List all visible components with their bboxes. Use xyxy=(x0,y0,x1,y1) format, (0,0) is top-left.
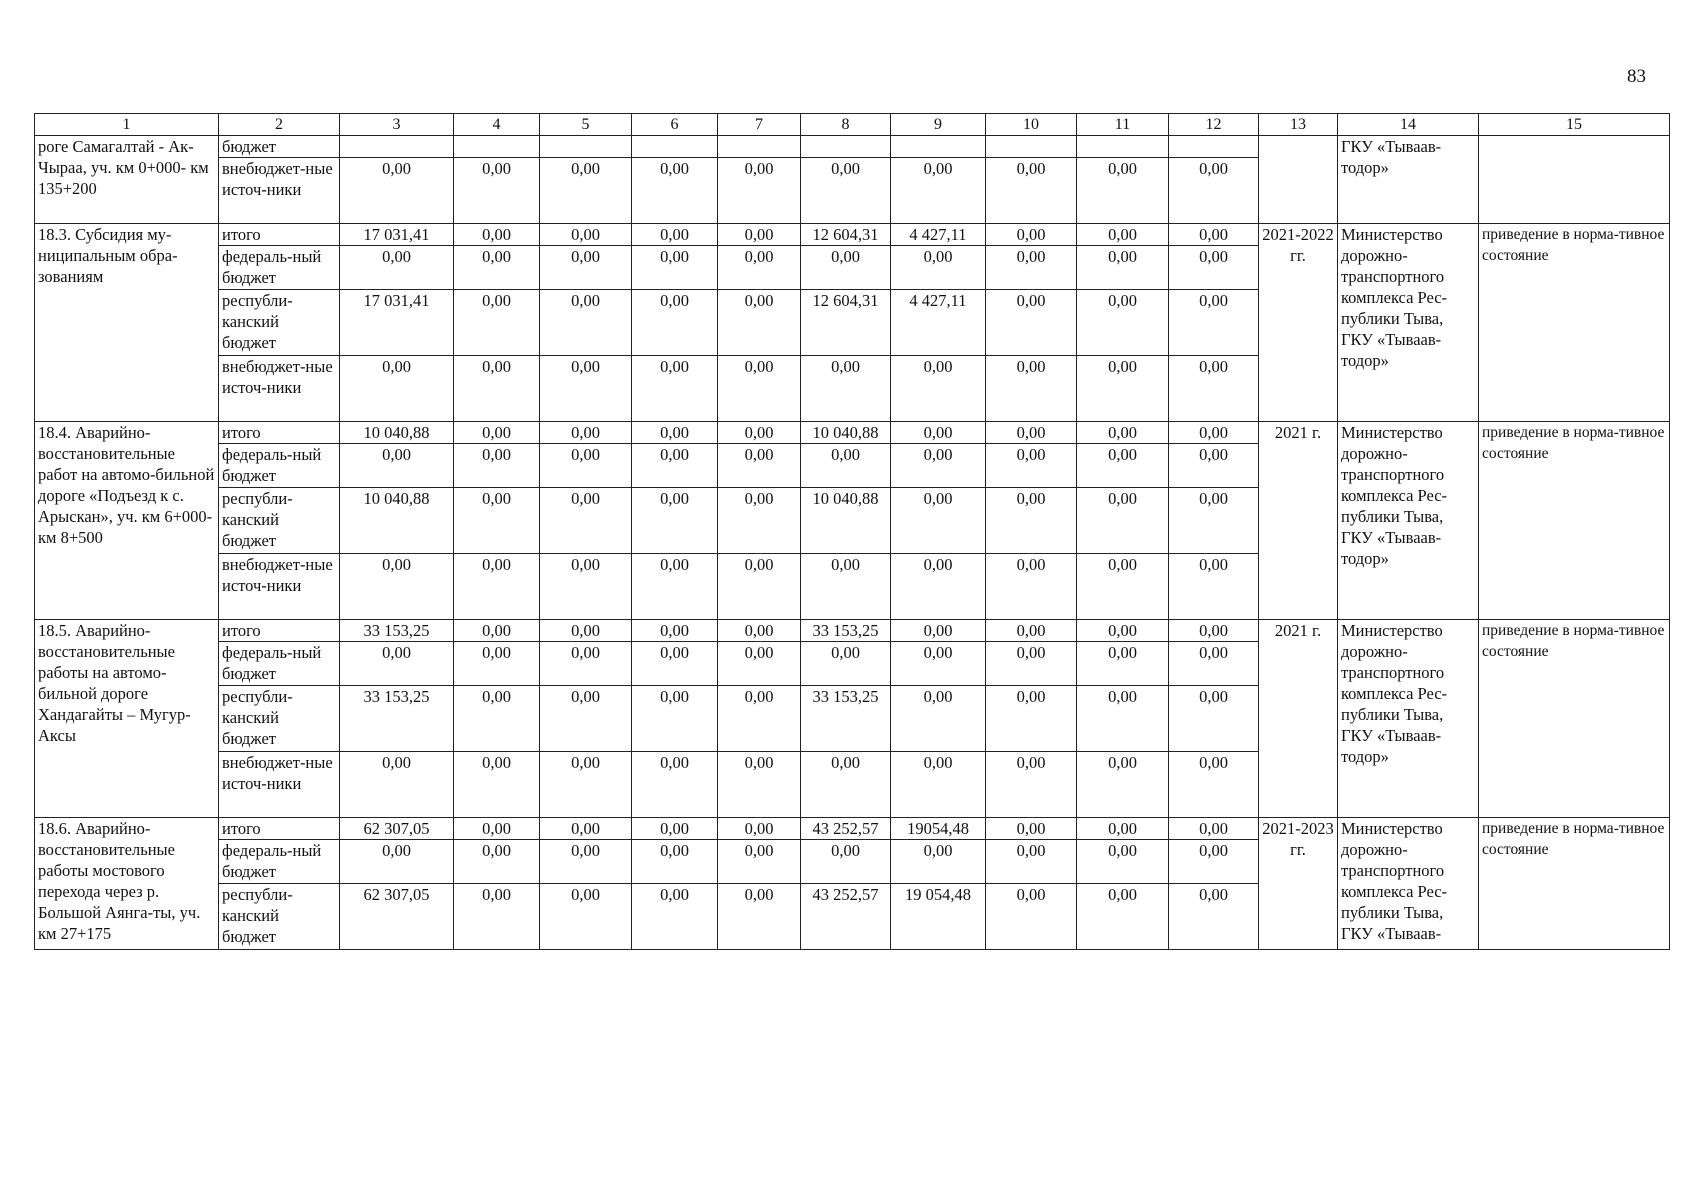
executor: Министерство дорожно-транспортного комплекса Рес-публики Тыва, ГКУ «Тываав-тодор» xyxy=(1338,422,1479,620)
amount-cell: 0,00 xyxy=(1077,422,1169,444)
amount-cell: 0,00 xyxy=(632,224,718,246)
amount-cell xyxy=(1169,136,1259,158)
amount-cell: 0,00 xyxy=(1077,158,1169,224)
funding-source: итого xyxy=(219,422,340,444)
amount-cell: 0,00 xyxy=(718,224,801,246)
amount-cell: 0,00 xyxy=(1169,356,1259,422)
amount-cell xyxy=(1077,136,1169,158)
amount-cell: 0,00 xyxy=(891,840,986,884)
amount-cell: 0,00 xyxy=(540,884,632,950)
table-row xyxy=(35,224,1670,246)
amount-cell: 43 252,57 xyxy=(801,818,891,840)
amount-cell: 0,00 xyxy=(340,554,454,620)
column-header: 7 xyxy=(718,114,801,136)
amount-cell: 0,00 xyxy=(340,840,454,884)
amount-cell: 0,00 xyxy=(986,642,1077,686)
amount-cell: 12 604,31 xyxy=(801,224,891,246)
column-header: 15 xyxy=(1479,114,1670,136)
table-row xyxy=(35,818,1670,840)
amount-cell xyxy=(632,136,718,158)
amount-cell: 0,00 xyxy=(1169,488,1259,554)
amount-cell: 0,00 xyxy=(632,444,718,488)
amount-cell: 0,00 xyxy=(454,686,540,752)
amount-cell: 10 040,88 xyxy=(340,422,454,444)
amount-cell: 0,00 xyxy=(1077,246,1169,290)
column-header: 9 xyxy=(891,114,986,136)
amount-cell: 0,00 xyxy=(454,290,540,356)
amount-cell: 0,00 xyxy=(718,444,801,488)
column-header: 10 xyxy=(986,114,1077,136)
amount-cell: 0,00 xyxy=(1077,488,1169,554)
amount-cell: 0,00 xyxy=(454,752,540,818)
amount-cell: 0,00 xyxy=(986,752,1077,818)
amount-cell: 0,00 xyxy=(1077,356,1169,422)
amount-cell: 0,00 xyxy=(801,840,891,884)
amount-cell: 0,00 xyxy=(340,642,454,686)
amount-cell: 0,00 xyxy=(454,818,540,840)
amount-cell: 0,00 xyxy=(718,752,801,818)
amount-cell: 0,00 xyxy=(1169,620,1259,642)
column-header: 12 xyxy=(1169,114,1259,136)
amount-cell: 12 604,31 xyxy=(801,290,891,356)
amount-cell: 0,00 xyxy=(540,158,632,224)
amount-cell: 0,00 xyxy=(1169,554,1259,620)
amount-cell: 0,00 xyxy=(540,620,632,642)
expected-result xyxy=(1479,136,1670,224)
amount-cell: 10 040,88 xyxy=(801,422,891,444)
amount-cell: 0,00 xyxy=(1077,444,1169,488)
amount-cell: 0,00 xyxy=(454,840,540,884)
amount-cell: 0,00 xyxy=(891,488,986,554)
amount-cell: 0,00 xyxy=(1077,642,1169,686)
amount-cell: 62 307,05 xyxy=(340,818,454,840)
amount-cell: 0,00 xyxy=(632,642,718,686)
amount-cell: 0,00 xyxy=(1169,422,1259,444)
amount-cell: 0,00 xyxy=(1169,444,1259,488)
activity-name: роге Самагалтай - Ак-Чыраа, уч. км 0+000- км 135+200 xyxy=(35,136,219,224)
column-header: 1 xyxy=(35,114,219,136)
period: 2021 г. xyxy=(1259,620,1338,818)
amount-cell: 0,00 xyxy=(986,158,1077,224)
amount-cell: 0,00 xyxy=(718,818,801,840)
executor: Министерство дорожно-транспортного комплекса Рес-публики Тыва, ГКУ «Тываав- xyxy=(1338,818,1479,950)
amount-cell: 0,00 xyxy=(718,642,801,686)
expected-result: приведение в норма-тивное состояние xyxy=(1479,620,1670,818)
amount-cell: 0,00 xyxy=(986,620,1077,642)
funding-source: итого xyxy=(219,818,340,840)
amount-cell: 0,00 xyxy=(540,224,632,246)
amount-cell: 0,00 xyxy=(986,686,1077,752)
amount-cell: 0,00 xyxy=(1077,884,1169,950)
amount-cell: 0,00 xyxy=(986,554,1077,620)
amount-cell: 0,00 xyxy=(891,356,986,422)
amount-cell: 0,00 xyxy=(1077,752,1169,818)
amount-cell: 0,00 xyxy=(340,158,454,224)
amount-cell: 0,00 xyxy=(454,158,540,224)
funding-source: внебюджет-ные источ-ники xyxy=(219,158,340,224)
amount-cell: 33 153,25 xyxy=(340,620,454,642)
amount-cell: 0,00 xyxy=(718,290,801,356)
table-row xyxy=(35,620,1670,642)
amount-cell xyxy=(340,136,454,158)
period xyxy=(1259,136,1338,224)
amount-cell: 0,00 xyxy=(1169,246,1259,290)
amount-cell: 10 040,88 xyxy=(340,488,454,554)
amount-cell: 0,00 xyxy=(632,686,718,752)
amount-cell: 0,00 xyxy=(1077,224,1169,246)
amount-cell: 0,00 xyxy=(718,840,801,884)
amount-cell: 33 153,25 xyxy=(801,686,891,752)
funding-source: федераль-ный бюджет xyxy=(219,642,340,686)
amount-cell: 0,00 xyxy=(454,246,540,290)
column-header: 8 xyxy=(801,114,891,136)
amount-cell: 0,00 xyxy=(1077,554,1169,620)
activity-name: 18.3. Субсидия му-ниципальным обра-зованиям xyxy=(35,224,219,422)
amount-cell: 0,00 xyxy=(540,554,632,620)
amount-cell: 0,00 xyxy=(1077,686,1169,752)
amount-cell: 0,00 xyxy=(986,884,1077,950)
column-header: 6 xyxy=(632,114,718,136)
amount-cell: 0,00 xyxy=(1077,290,1169,356)
funding-source: республи-канский бюджет xyxy=(219,488,340,554)
amount-cell: 0,00 xyxy=(454,642,540,686)
amount-cell: 0,00 xyxy=(632,246,718,290)
amount-cell xyxy=(454,136,540,158)
amount-cell: 0,00 xyxy=(718,884,801,950)
amount-cell: 0,00 xyxy=(986,444,1077,488)
amount-cell: 33 153,25 xyxy=(801,620,891,642)
amount-cell: 0,00 xyxy=(718,488,801,554)
amount-cell: 0,00 xyxy=(891,620,986,642)
amount-cell: 0,00 xyxy=(1077,840,1169,884)
amount-cell xyxy=(540,136,632,158)
amount-cell: 0,00 xyxy=(632,752,718,818)
amount-cell: 0,00 xyxy=(454,444,540,488)
amount-cell: 0,00 xyxy=(632,422,718,444)
amount-cell: 0,00 xyxy=(540,422,632,444)
amount-cell: 0,00 xyxy=(891,642,986,686)
amount-cell: 4 427,11 xyxy=(891,290,986,356)
amount-cell: 0,00 xyxy=(632,488,718,554)
period: 2021-2023 гг. xyxy=(1259,818,1338,950)
amount-cell: 0,00 xyxy=(801,158,891,224)
activity-name: 18.5. Аварийно-восстановительные работы на автомо-бильной дороге Хандагайты – Мугур-Аксы xyxy=(35,620,219,818)
amount-cell: 0,00 xyxy=(1169,224,1259,246)
column-header: 4 xyxy=(454,114,540,136)
expected-result: приведение в норма-тивное состояние xyxy=(1479,224,1670,422)
funding-source: республи-канский бюджет xyxy=(219,290,340,356)
amount-cell: 62 307,05 xyxy=(340,884,454,950)
activity-name: 18.6. Аварийно-восстановительные работы мостового перехода через р. Большой Аянга-ты, уч. км 27+175 xyxy=(35,818,219,950)
amount-cell: 0,00 xyxy=(801,752,891,818)
funding-source: бюджет xyxy=(219,136,340,158)
funding-source: республи-канский бюджет xyxy=(219,686,340,752)
amount-cell: 0,00 xyxy=(1169,818,1259,840)
header-row xyxy=(35,114,1670,136)
amount-cell: 0,00 xyxy=(340,356,454,422)
column-header: 5 xyxy=(540,114,632,136)
amount-cell: 33 153,25 xyxy=(340,686,454,752)
amount-cell: 19054,48 xyxy=(891,818,986,840)
amount-cell: 0,00 xyxy=(540,290,632,356)
amount-cell: 0,00 xyxy=(986,290,1077,356)
table-row xyxy=(35,136,1670,158)
amount-cell: 0,00 xyxy=(454,224,540,246)
funding-source: внебюджет-ные источ-ники xyxy=(219,752,340,818)
amount-cell: 4 427,11 xyxy=(891,224,986,246)
amount-cell: 0,00 xyxy=(632,554,718,620)
funding-source: внебюджет-ные источ-ники xyxy=(219,554,340,620)
amount-cell xyxy=(718,136,801,158)
amount-cell: 0,00 xyxy=(632,818,718,840)
amount-cell: 0,00 xyxy=(718,554,801,620)
expected-result: приведение в норма-тивное состояние xyxy=(1479,422,1670,620)
column-header: 13 xyxy=(1259,114,1338,136)
amount-cell: 0,00 xyxy=(340,752,454,818)
amount-cell: 43 252,57 xyxy=(801,884,891,950)
executor: ГКУ «Тываав-тодор» xyxy=(1338,136,1479,224)
amount-cell: 0,00 xyxy=(1169,752,1259,818)
amount-cell: 0,00 xyxy=(891,158,986,224)
amount-cell: 0,00 xyxy=(454,884,540,950)
amount-cell: 0,00 xyxy=(801,356,891,422)
amount-cell: 0,00 xyxy=(540,246,632,290)
amount-cell: 0,00 xyxy=(632,356,718,422)
funding-source: итого xyxy=(219,620,340,642)
executor: Министерство дорожно-транспортного комплекса Рес-публики Тыва, ГКУ «Тываав-тодор» xyxy=(1338,620,1479,818)
amount-cell: 0,00 xyxy=(632,884,718,950)
page-number: 83 xyxy=(1627,66,1646,87)
column-header: 11 xyxy=(1077,114,1169,136)
table-row xyxy=(35,422,1670,444)
budget-table xyxy=(34,113,1670,950)
amount-cell: 0,00 xyxy=(718,686,801,752)
amount-cell: 0,00 xyxy=(454,422,540,444)
amount-cell: 0,00 xyxy=(891,752,986,818)
amount-cell: 0,00 xyxy=(891,686,986,752)
amount-cell xyxy=(801,136,891,158)
funding-source: республи-канский бюджет xyxy=(219,884,340,950)
amount-cell: 0,00 xyxy=(891,554,986,620)
amount-cell: 0,00 xyxy=(986,224,1077,246)
column-header: 14 xyxy=(1338,114,1479,136)
amount-cell: 0,00 xyxy=(891,246,986,290)
table-body xyxy=(35,114,1670,950)
amount-cell: 0,00 xyxy=(986,488,1077,554)
amount-cell: 0,00 xyxy=(801,642,891,686)
amount-cell: 0,00 xyxy=(986,840,1077,884)
amount-cell: 0,00 xyxy=(1077,620,1169,642)
amount-cell xyxy=(986,136,1077,158)
amount-cell: 0,00 xyxy=(986,246,1077,290)
amount-cell xyxy=(891,136,986,158)
amount-cell: 17 031,41 xyxy=(340,224,454,246)
amount-cell: 0,00 xyxy=(632,620,718,642)
amount-cell: 0,00 xyxy=(718,620,801,642)
amount-cell: 0,00 xyxy=(1169,158,1259,224)
period: 2021 г. xyxy=(1259,422,1338,620)
amount-cell: 0,00 xyxy=(540,752,632,818)
amount-cell: 0,00 xyxy=(986,356,1077,422)
amount-cell: 10 040,88 xyxy=(801,488,891,554)
executor: Министерство дорожно-транспортного комплекса Рес-публики Тыва, ГКУ «Тываав-тодор» xyxy=(1338,224,1479,422)
activity-name: 18.4. Аварийно-восстановительные работ на автомо-бильной дороге «Подъезд к с. Арыскан», уч. км 6+000-км 8+500 xyxy=(35,422,219,620)
amount-cell: 0,00 xyxy=(540,356,632,422)
amount-cell: 0,00 xyxy=(632,840,718,884)
amount-cell: 0,00 xyxy=(1169,884,1259,950)
amount-cell: 0,00 xyxy=(718,246,801,290)
amount-cell: 19 054,48 xyxy=(891,884,986,950)
amount-cell: 0,00 xyxy=(454,554,540,620)
amount-cell: 0,00 xyxy=(632,290,718,356)
amount-cell: 0,00 xyxy=(718,422,801,444)
amount-cell: 0,00 xyxy=(801,554,891,620)
amount-cell: 0,00 xyxy=(632,158,718,224)
funding-source: федераль-ный бюджет xyxy=(219,246,340,290)
funding-source: итого xyxy=(219,224,340,246)
funding-source: федераль-ный бюджет xyxy=(219,444,340,488)
amount-cell: 0,00 xyxy=(540,840,632,884)
amount-cell: 0,00 xyxy=(454,620,540,642)
amount-cell: 0,00 xyxy=(718,356,801,422)
amount-cell: 0,00 xyxy=(540,818,632,840)
amount-cell: 0,00 xyxy=(801,444,891,488)
amount-cell: 0,00 xyxy=(454,488,540,554)
amount-cell: 0,00 xyxy=(540,686,632,752)
column-header: 2 xyxy=(219,114,340,136)
amount-cell: 0,00 xyxy=(1169,642,1259,686)
amount-cell: 0,00 xyxy=(340,246,454,290)
amount-cell: 0,00 xyxy=(540,488,632,554)
column-header: 3 xyxy=(340,114,454,136)
amount-cell: 0,00 xyxy=(801,246,891,290)
funding-source: федераль-ный бюджет xyxy=(219,840,340,884)
amount-cell: 0,00 xyxy=(986,422,1077,444)
amount-cell: 0,00 xyxy=(540,642,632,686)
amount-cell: 0,00 xyxy=(718,158,801,224)
amount-cell: 0,00 xyxy=(986,818,1077,840)
amount-cell: 0,00 xyxy=(1169,290,1259,356)
amount-cell: 0,00 xyxy=(540,444,632,488)
funding-source: внебюджет-ные источ-ники xyxy=(219,356,340,422)
amount-cell: 0,00 xyxy=(891,422,986,444)
amount-cell: 0,00 xyxy=(1169,840,1259,884)
amount-cell: 0,00 xyxy=(454,356,540,422)
expected-result: приведение в норма-тивное состояние xyxy=(1479,818,1670,950)
amount-cell: 0,00 xyxy=(1169,686,1259,752)
amount-cell: 17 031,41 xyxy=(340,290,454,356)
amount-cell: 0,00 xyxy=(1077,818,1169,840)
period: 2021-2022 гг. xyxy=(1259,224,1338,422)
amount-cell: 0,00 xyxy=(891,444,986,488)
amount-cell: 0,00 xyxy=(340,444,454,488)
